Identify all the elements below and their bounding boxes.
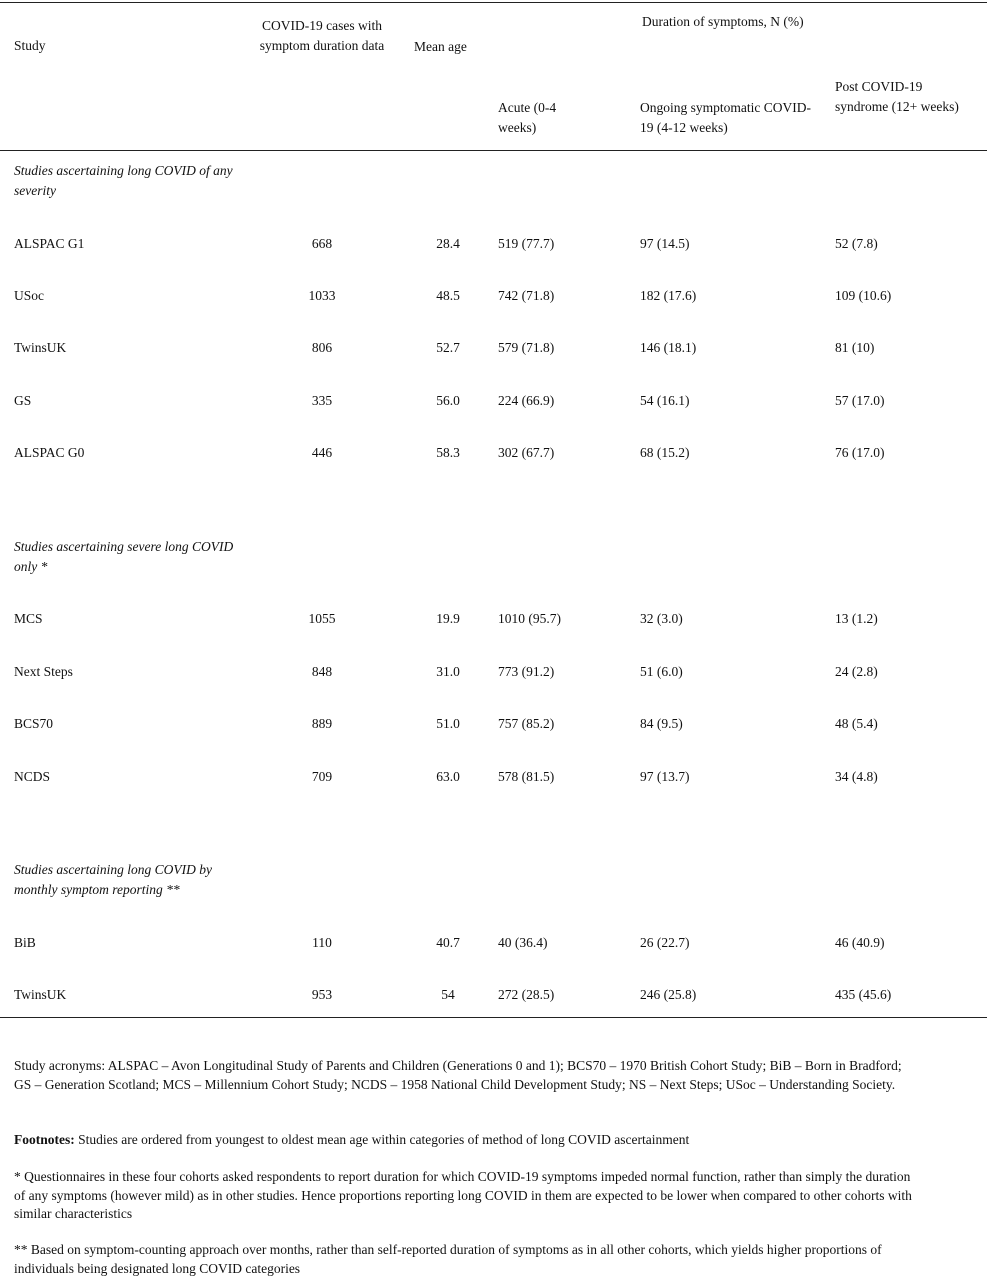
cell-post: 109 (10.6) <box>835 288 892 303</box>
cell-age: 58.3 <box>436 445 460 460</box>
cell-study: TwinsUK <box>14 987 67 1002</box>
cell-post: 435 (45.6) <box>835 987 892 1002</box>
header-ongoing: Ongoing symptomatic COVID-19 (4-12 weeks) <box>640 100 811 135</box>
cell-age: 19.9 <box>436 611 460 626</box>
cell-acute: 224 (66.9) <box>498 393 555 408</box>
cell-acute: 773 (91.2) <box>498 664 555 679</box>
acronyms-note: Study acronyms: ALSPAC – Avon Longitudinal Study of Parents and Children (Generations 0 and 1); BCS70 – 1970 British Cohort Study; BiB – Born in Bradford; GS – Generation Scotland; MCS – Millennium Cohort Study; NCDS – 1958 National Child Development Study; NS – Next Steps; USoc – Understanding Society. <box>14 1058 902 1092</box>
cell-age: 28.4 <box>436 236 460 251</box>
cell-acute: 757 (85.2) <box>498 716 555 731</box>
cell-acute: 519 (77.7) <box>498 236 555 251</box>
cell-age: 63.0 <box>436 769 460 784</box>
cell-post: 13 (1.2) <box>835 611 878 626</box>
cell-study: BiB <box>14 935 36 950</box>
cell-acute: 272 (28.5) <box>498 987 555 1002</box>
cell-age: 56.0 <box>436 393 460 408</box>
cell-acute: 302 (67.7) <box>498 445 555 460</box>
cell-study: Next Steps <box>14 664 73 679</box>
cell-cases: 110 <box>312 935 332 950</box>
cell-cases: 806 <box>311 340 333 355</box>
cell-ongoing: 51 (6.0) <box>640 664 683 679</box>
cell-post: 46 (40.9) <box>835 935 885 950</box>
cell-study: ALSPAC G0 <box>14 445 85 460</box>
section-title: Studies ascertaining severe long COVID only * <box>14 539 234 574</box>
cell-age: 40.7 <box>436 935 460 950</box>
cell-study: BCS70 <box>14 716 54 731</box>
footnote-double-star: ** Based on symptom-counting approach over months, rather than self-reported duration of symptoms as in all other cohorts, which yields higher proportions of individuals being designated long COVID categories <box>14 1242 882 1276</box>
cell-study: USoc <box>14 288 44 303</box>
cell-cases: 335 <box>311 393 333 408</box>
header-acute: Acute (0-4 weeks) <box>498 100 557 135</box>
header-mean-age: Mean age <box>414 39 467 54</box>
cell-study: NCDS <box>14 769 51 784</box>
cell-cases: 709 <box>311 769 333 784</box>
cell-post: 34 (4.8) <box>835 769 878 784</box>
cell-ongoing: 68 (15.2) <box>640 445 690 460</box>
cell-study: ALSPAC G1 <box>14 236 85 251</box>
cell-ongoing: 26 (22.7) <box>640 935 690 950</box>
table-top-rule <box>0 2 987 3</box>
cell-ongoing: 182 (17.6) <box>640 288 697 303</box>
cell-ongoing: 146 (18.1) <box>640 340 697 355</box>
section-title: Studies ascertaining long COVID of any severity <box>14 163 233 198</box>
cell-study: TwinsUK <box>14 340 67 355</box>
cell-ongoing: 54 (16.1) <box>640 393 690 408</box>
cell-post: 81 (10) <box>835 340 875 355</box>
cell-age: 52.7 <box>436 340 460 355</box>
header-bottom-rule <box>0 150 987 151</box>
footnotes-label: Footnotes: <box>14 1132 75 1147</box>
cell-age: 31.0 <box>436 664 460 679</box>
cell-cases: 446 <box>311 445 333 460</box>
section-title: Studies ascertaining long COVID by monthly symptom reporting ** <box>14 862 212 897</box>
cell-age: 54 <box>441 987 455 1002</box>
cell-cases: 1055 <box>308 611 336 626</box>
cell-age: 48.5 <box>436 288 460 303</box>
cell-acute: 579 (71.8) <box>498 340 555 355</box>
cell-study: MCS <box>14 611 43 626</box>
header-post: Post COVID-19 syndrome (12+ weeks) <box>835 79 959 114</box>
cell-post: 24 (2.8) <box>835 664 878 679</box>
cell-age: 51.0 <box>436 716 460 731</box>
cell-post: 52 (7.8) <box>835 236 878 251</box>
cell-acute: 40 (36.4) <box>498 935 548 950</box>
cell-cases: 848 <box>311 664 333 679</box>
header-study: Study <box>14 38 46 53</box>
cell-post: 57 (17.0) <box>835 393 885 408</box>
cell-ongoing: 84 (9.5) <box>640 716 683 731</box>
cell-study: GS <box>14 393 32 408</box>
cell-ongoing: 97 (14.5) <box>640 236 690 251</box>
table-bottom-rule <box>0 1017 987 1018</box>
header-duration-group: Duration of symptoms, N (%) <box>642 14 804 29</box>
cell-post: 48 (5.4) <box>835 716 878 731</box>
cell-cases: 953 <box>311 987 333 1002</box>
cell-cases: 1033 <box>308 288 336 303</box>
footnotes-note <box>14 1131 914 1150</box>
header-cases: COVID-19 cases with symptom duration data <box>259 18 385 53</box>
cell-acute: 1010 (95.7) <box>498 611 561 626</box>
footnotes-text: Studies are ordered from youngest to oldest mean age within categories of method of long COVID ascertainment <box>74 1132 690 1147</box>
cell-acute: 578 (81.5) <box>498 769 555 784</box>
footnote-single-star: * Questionnaires in these four cohorts asked respondents to report duration for which COVID-19 symptoms impeded normal function, rather than simply the duration of any symptoms (however mild) as in other studies. Hence proportions reporting long COVID in them are expected to be lower when compared to other cohorts with similar characteristics <box>14 1169 912 1221</box>
cell-acute: 742 (71.8) <box>498 288 555 303</box>
cell-post: 76 (17.0) <box>835 445 885 460</box>
cell-ongoing: 32 (3.0) <box>640 611 683 626</box>
cell-cases: 668 <box>311 236 333 251</box>
cell-ongoing: 97 (13.7) <box>640 769 690 784</box>
cell-cases: 889 <box>311 716 333 731</box>
cell-ongoing: 246 (25.8) <box>640 987 697 1002</box>
